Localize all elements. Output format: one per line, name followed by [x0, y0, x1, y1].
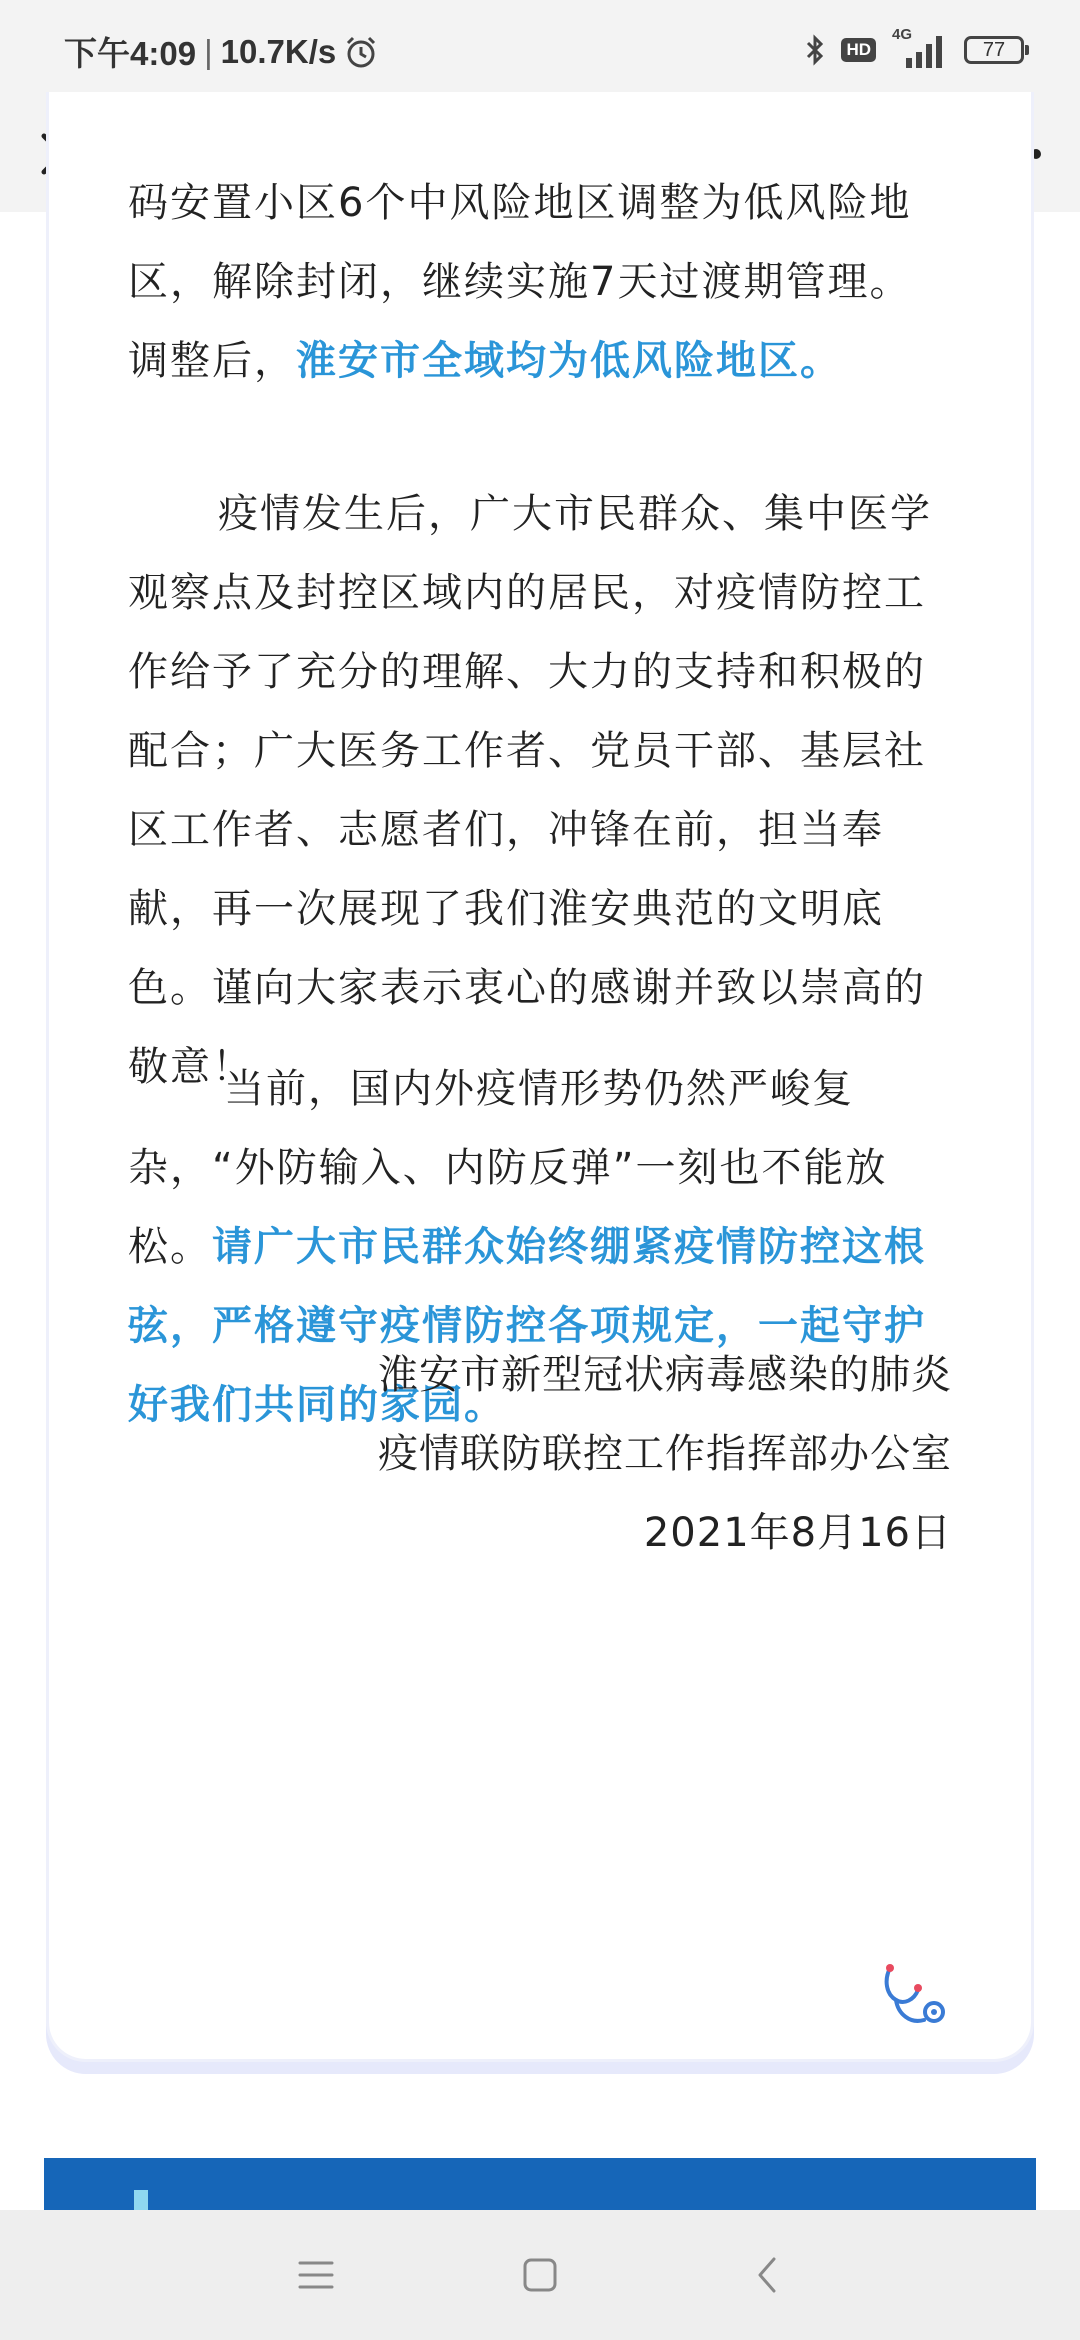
signal-group [892, 26, 948, 70]
menu-icon[interactable] [286, 2245, 346, 2305]
bluetooth-icon [805, 33, 825, 67]
alarm-icon [344, 35, 378, 69]
signature-date: 2021年8月16日 [643, 1510, 952, 1556]
status-bar [0, 0, 1080, 100]
signature-line-1: 淮安市新型冠状病毒感染的肺炎 [378, 1352, 952, 1398]
highlight-low-risk: 淮安市全域均为低风险地区。 [296, 338, 842, 384]
system-nav-bar [0, 2210, 1080, 2340]
signature-line-2: 疫情联防联控工作指挥部办公室 [378, 1431, 952, 1477]
paragraph-1 [128, 164, 954, 401]
paragraph-1-line-1: 码安置小区6个中风险地区调整为低风险地 [128, 180, 912, 226]
status-right [805, 28, 1024, 72]
hd-badge: HD [841, 38, 876, 62]
paragraph-3-text: 当前，国内外疫情形势仍然严峻复杂，“外防输入、内防反弹”一刻也不能放松。 [128, 1066, 888, 1270]
stethoscope-icon [878, 1960, 958, 2040]
network-type: 4G [892, 26, 913, 43]
status-separator: | [204, 32, 213, 70]
paragraph-2: 疫情发生后，广大市民群众、集中医学观察点及封控区域内的居民，对疫情防控工作给予了充分的理解、大力的支持和积极的配合；广大医务工作者、党员干部、基层社区工作者、志愿者们，冲锋在前，担当奉献，再一次展现了我们淮安典范的文明底色。谨向大家表示衷心的感谢并致以崇高的敬意！ [128, 491, 932, 1090]
highlight-appeal: 请广大市民群众始终绷紧疫情防控这根弦，严格遵守疫情防控各项规定，一起守护好我们共同的家园。 [128, 1224, 926, 1428]
status-time: 下午4:09 [64, 35, 197, 72]
status-net-speed: 10.7K/s [220, 32, 337, 70]
signal-icon [892, 30, 948, 70]
paragraph-1-tail: 调整后， [128, 338, 296, 384]
article-content[interactable] [0, 180, 1080, 2210]
signature [252, 1336, 952, 1573]
battery-level: 77 [982, 38, 1006, 61]
paragraph-1-line-3 [128, 322, 954, 401]
status-left [64, 28, 378, 75]
home-icon[interactable] [510, 2245, 570, 2305]
battery-icon [964, 36, 1024, 64]
paragraph-1-line-2: 区，解除封闭，继续实施7天过渡期管理。 [128, 259, 912, 305]
back-icon[interactable] [738, 2245, 798, 2305]
